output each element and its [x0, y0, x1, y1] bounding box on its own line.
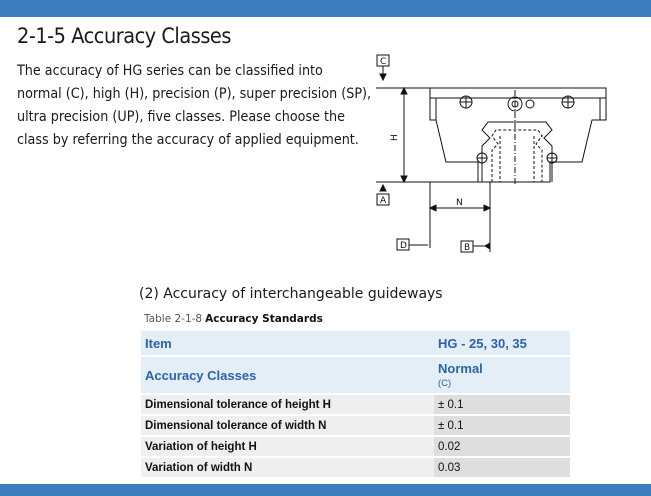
datum-d-label: D [400, 241, 407, 251]
row-label: Dimensional tolerance of width N [141, 416, 434, 435]
datum-a-label: A [380, 196, 387, 206]
row-value: ± 0.1 [434, 416, 570, 435]
row-label: Variation of height H [141, 437, 434, 456]
description-line: The accuracy of HG series can be classified into [17, 63, 323, 79]
table-caption [144, 313, 323, 325]
bottom-banner [0, 484, 651, 496]
section-description [17, 60, 372, 152]
table-row [141, 437, 570, 456]
row-value: ± 0.1 [434, 395, 570, 414]
datum-c-label: C [380, 57, 387, 67]
subsection-title: (2) Accuracy of interchangeable guideways [139, 286, 443, 302]
accuracy-class-label: Accuracy Classes [141, 357, 434, 393]
accuracy-class-row [141, 357, 570, 393]
description-line: ultra precision (UP), five classes. Please choose the [17, 109, 345, 125]
row-label: Variation of width N [141, 458, 434, 477]
width-dimension-label: N [456, 198, 463, 208]
header-model: HG - 25, 30, 35 [434, 331, 570, 355]
guideway-diagram [370, 50, 620, 260]
description-line: normal (C), high (H), precision (P), super precision (SP), [17, 86, 372, 102]
accuracy-class-name: Normal [438, 361, 483, 376]
header-item: Item [141, 331, 434, 355]
table-header-row [141, 331, 570, 355]
datum-b-label: B [464, 243, 471, 253]
height-dimension-label: H [390, 134, 400, 141]
row-label: Dimensional tolerance of height H [141, 395, 434, 414]
description-line: class by referring the accuracy of applied equipment. [17, 132, 359, 148]
accuracy-standards-table [141, 329, 570, 479]
accuracy-class-value [434, 357, 570, 393]
table-row [141, 416, 570, 435]
table-row [141, 395, 570, 414]
accuracy-class-code: (C) [438, 378, 452, 389]
row-value: 0.03 [434, 458, 570, 477]
table-caption-number: Table 2-1-8 [144, 313, 203, 325]
row-value: 0.02 [434, 437, 570, 456]
table-row [141, 458, 570, 477]
table-caption-title: Accuracy Standards [205, 313, 323, 325]
top-banner [0, 0, 651, 17]
section-heading: 2-1-5 Accuracy Classes [17, 24, 231, 48]
